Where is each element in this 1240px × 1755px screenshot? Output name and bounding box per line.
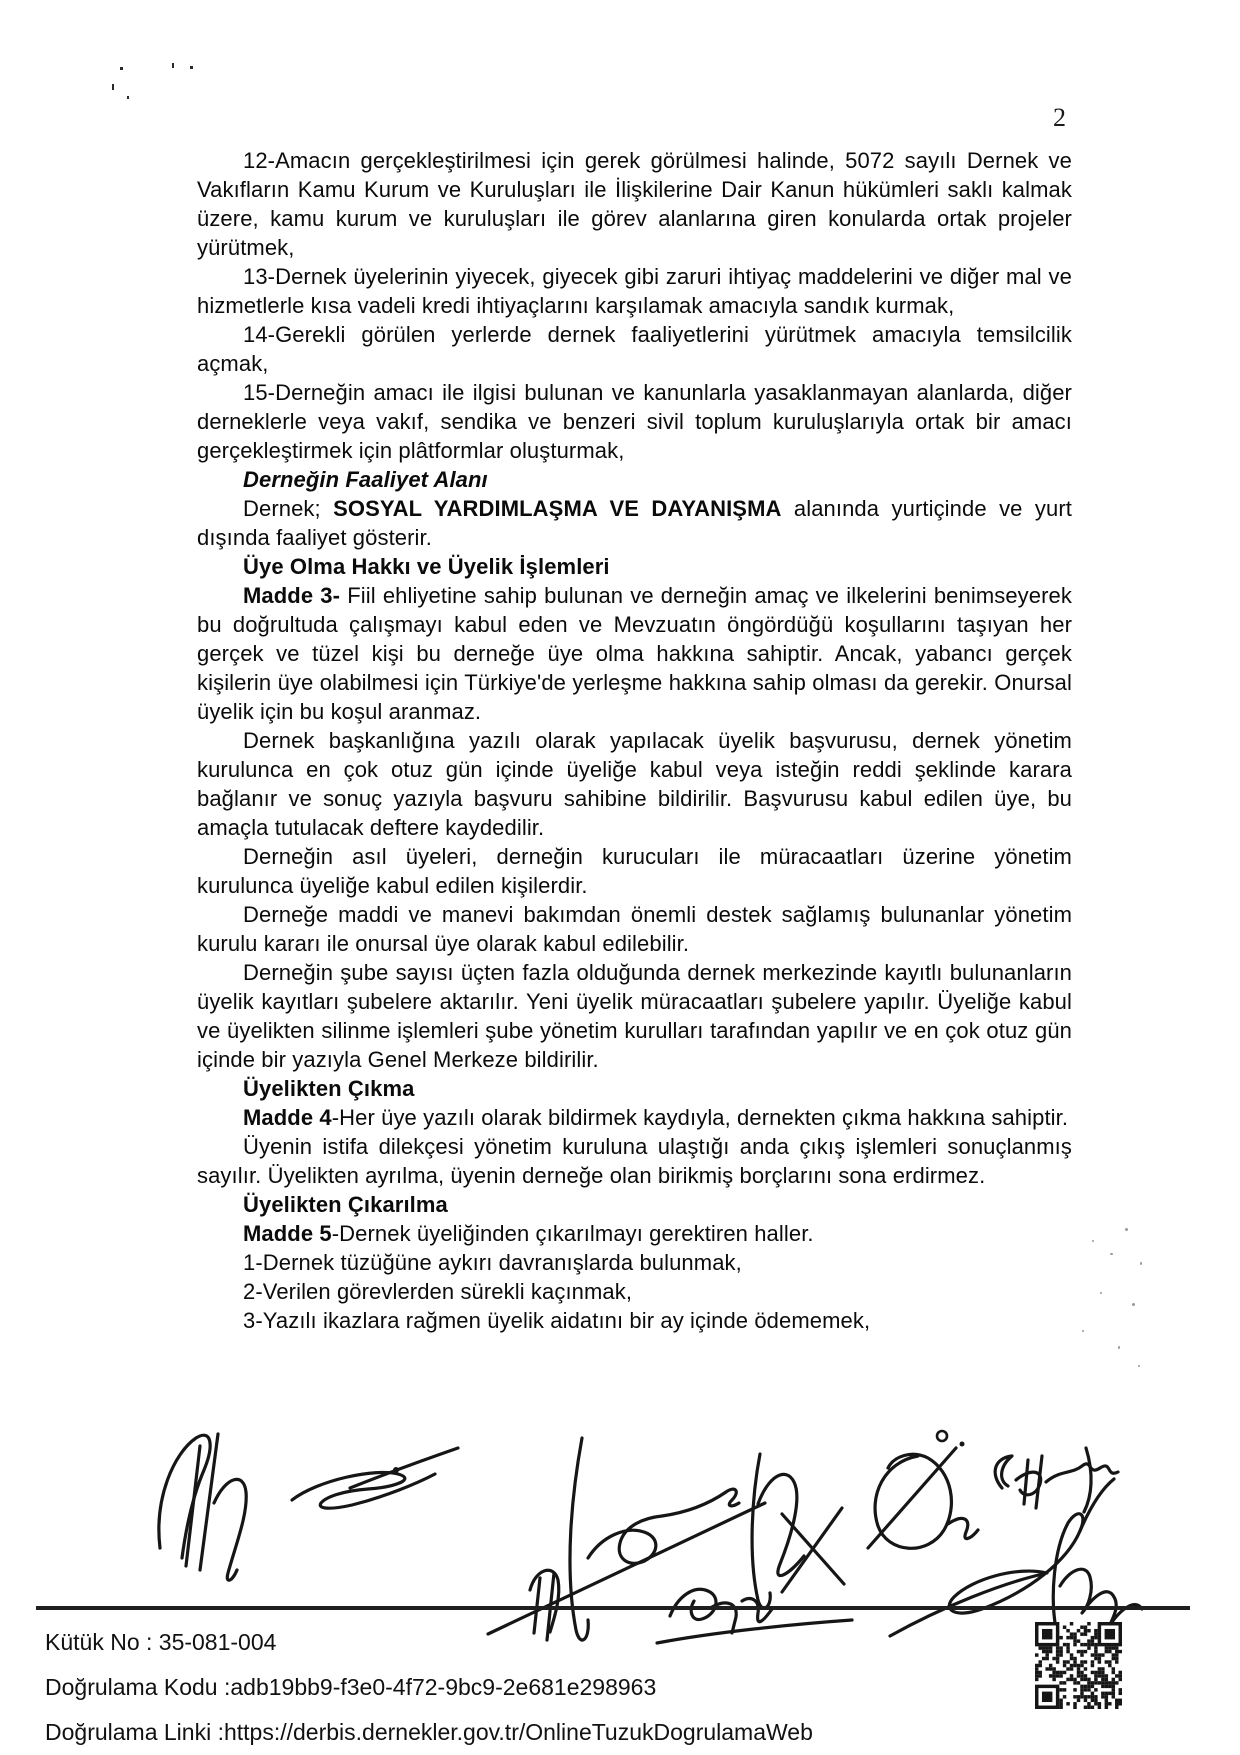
list-item-3: 3-Yazılı ikazlara rağmen üyelik aidatını bir ay içinde ödememek, (243, 1308, 871, 1333)
paragraph-onursal: Derneğe maddi ve manevi bakımdan önemli destek sağlamış bulunanlar yönetim kurulu kararı ile onursal üye olarak kabul edilebilir. (197, 902, 1072, 956)
paragraph-14: 14-Gerekli görülen yerlerde dernek faaliyetlerini yürütmek amacıyla temsilcilik açmak, (197, 322, 1072, 376)
paragraph-sube: Derneğin şube sayısı üçten fazla olduğunda dernek merkezinde kayıtlı bulunanların üyelik kayıtları şubelere aktarılır. Yeni üyelik müracaatları şubelere yapılır. Üyeliğe kabul ve üyelikten silinme işlemleri şube yönetim kurulları tarafından yapılır ve en çok otuz gün içinde bir yazıyla Genel Merkeze bildirilir. (197, 960, 1072, 1072)
madde-3-text: Fiil ehliyetine sahip bulunan ve derneğin amaç ve ilkelerini benimseyerek bu doğrultuda çalışmayı kabul eden ve Mevzuatın öngördüğü koşullarını taşıyan her gerçek ve tüzel kişi bu derneğe üye olma hakkına sahiptir. Ancak, yabancı gerçek kişilerin üye olabilmesi için Türkiye'de yerleşme hakkına sahip olması da gerekir. Onursal üyelik için bu koşul aranmaz. (197, 583, 1072, 724)
page-number: 2 (1053, 103, 1066, 132)
heading-uye-olma: Üye Olma Hakkı ve Üyelik İşlemleri (243, 554, 610, 579)
paragraph-madde-4 (197, 1103, 1072, 1132)
heading-uyelikten-cikma: Üyelikten Çıkma (243, 1076, 415, 1101)
signature-2 (292, 1448, 458, 1508)
heading-faaliyet-alani: Derneğin Faaliyet Alanı (243, 467, 488, 492)
madde-4-label: Madde 4 (243, 1105, 332, 1130)
paragraph-13: 13-Dernek üyelerinin yiyecek, giyecek gibi zaruri ihtiyaç maddelerini ve diğer mal ve hizmetlerle kısa vadeli kredi ihtiyaçlarını karşılamak amacıyla sandık kurmak, (197, 264, 1072, 318)
paragraph-basvuru: Dernek başkanlığına yazılı olarak yapılacak üyelik başvurusu, dernek yönetim kurulunca en çok otuz gün içinde üyeliğe kabul veya isteğin reddi şeklinde karara bağlanır ve sonuç yazıyla başvuru sahibine bildirilir. Başvurusu kabul edilen üye, bu amaçla tutulacak deftere kaydedilir. (197, 728, 1072, 840)
verification-footer (45, 1620, 813, 1755)
list-item-1: 1-Dernek tüzüğüne aykırı davranışlarda bulunmak, (243, 1250, 742, 1275)
footer-divider-line (36, 1606, 1190, 1610)
faaliyet-pre: Dernek; (243, 496, 334, 521)
madde-5-text: -Dernek üyeliğinden çıkarılmayı gerektiren haller. (331, 1221, 814, 1246)
madde-5-label: Madde 5 (243, 1221, 332, 1246)
dogrulama-linki-line: Doğrulama Linki :https://derbis.dernekler.gov.tr/OnlineTuzukDogrulamaWeb (45, 1719, 813, 1745)
kutuk-no-line: Kütük No : 35-081-004 (45, 1629, 277, 1655)
list-item-2: 2-Verilen görevlerden sürekli kaçınmak, (243, 1279, 633, 1304)
signature-6 (995, 1448, 1118, 1512)
paragraph-15: 15-Derneğin amacı ile ilgisi bulunan ve kanunlarla yasaklanmayan alanlarda, diğer derneklerle veya vakıf, sendika ve benzeri sivil toplum kuruluşlarıyla ortak bir amacı gerçekleştirmek için plâtformlar oluşturmak, (197, 380, 1072, 463)
signature-1 (159, 1434, 246, 1580)
signature-4 (752, 1454, 844, 1608)
madde-3-label: Madde 3- (243, 583, 341, 608)
paragraph-12: 12-Amacın gerçekleştirilmesi için gerek görülmesi halinde, 5072 sayılı Dernek ve Vakıfların Kamu Kurum ve Kuruluşları ile İlişkilerine Dair Kanun hükümleri saklı kalmak üzere, kamu kurum ve kuruluşları ile görev alanlarına giren konularda ortak projeler yürütmek, (197, 148, 1072, 260)
heading-uyelikten-cikarilma: Üyelikten Çıkarılma (243, 1192, 448, 1217)
paragraph-madde-5 (197, 1219, 1072, 1248)
document-body (197, 146, 1072, 1335)
paragraph-madde-3 (197, 581, 1072, 726)
dogrulama-kodu-line: Doğrulama Kodu :adb19bb9-f3e0-4f72-9bc9-2e681e298963 (45, 1674, 657, 1700)
madde-4-text: -Her üye yazılı olarak bildirmek kaydıyla, dernekten çıkma hakkına sahiptir. (331, 1105, 1069, 1130)
signature-8 (890, 1479, 1142, 1636)
signature-5 (868, 1431, 978, 1548)
faaliyet-post: alanında yurtiçinde ve yurt dışında faaliyet gösterir. (197, 496, 1072, 550)
paragraph-istifa: Üyenin istifa dilekçesi yönetim kuruluna ulaştığı anda çıkış işlemleri sonuçlanmış sayılır. Üyelikten ayrılma, üyenin derneğe olan birikmiş borçlarını sona erdirmez. (197, 1134, 1072, 1188)
faaliyet-bold: SOSYAL YARDIMLAŞMA VE DAYANIŞMA (333, 496, 782, 521)
paragraph-asil-uyeler: Derneğin asıl üyeleri, derneğin kurucuları ile müracaatları üzerine yönetim kurulunca üyeliğe kabul edilen kişilerdir. (197, 844, 1072, 898)
qr-code (1035, 1622, 1122, 1709)
paragraph-faaliyet (197, 494, 1072, 552)
